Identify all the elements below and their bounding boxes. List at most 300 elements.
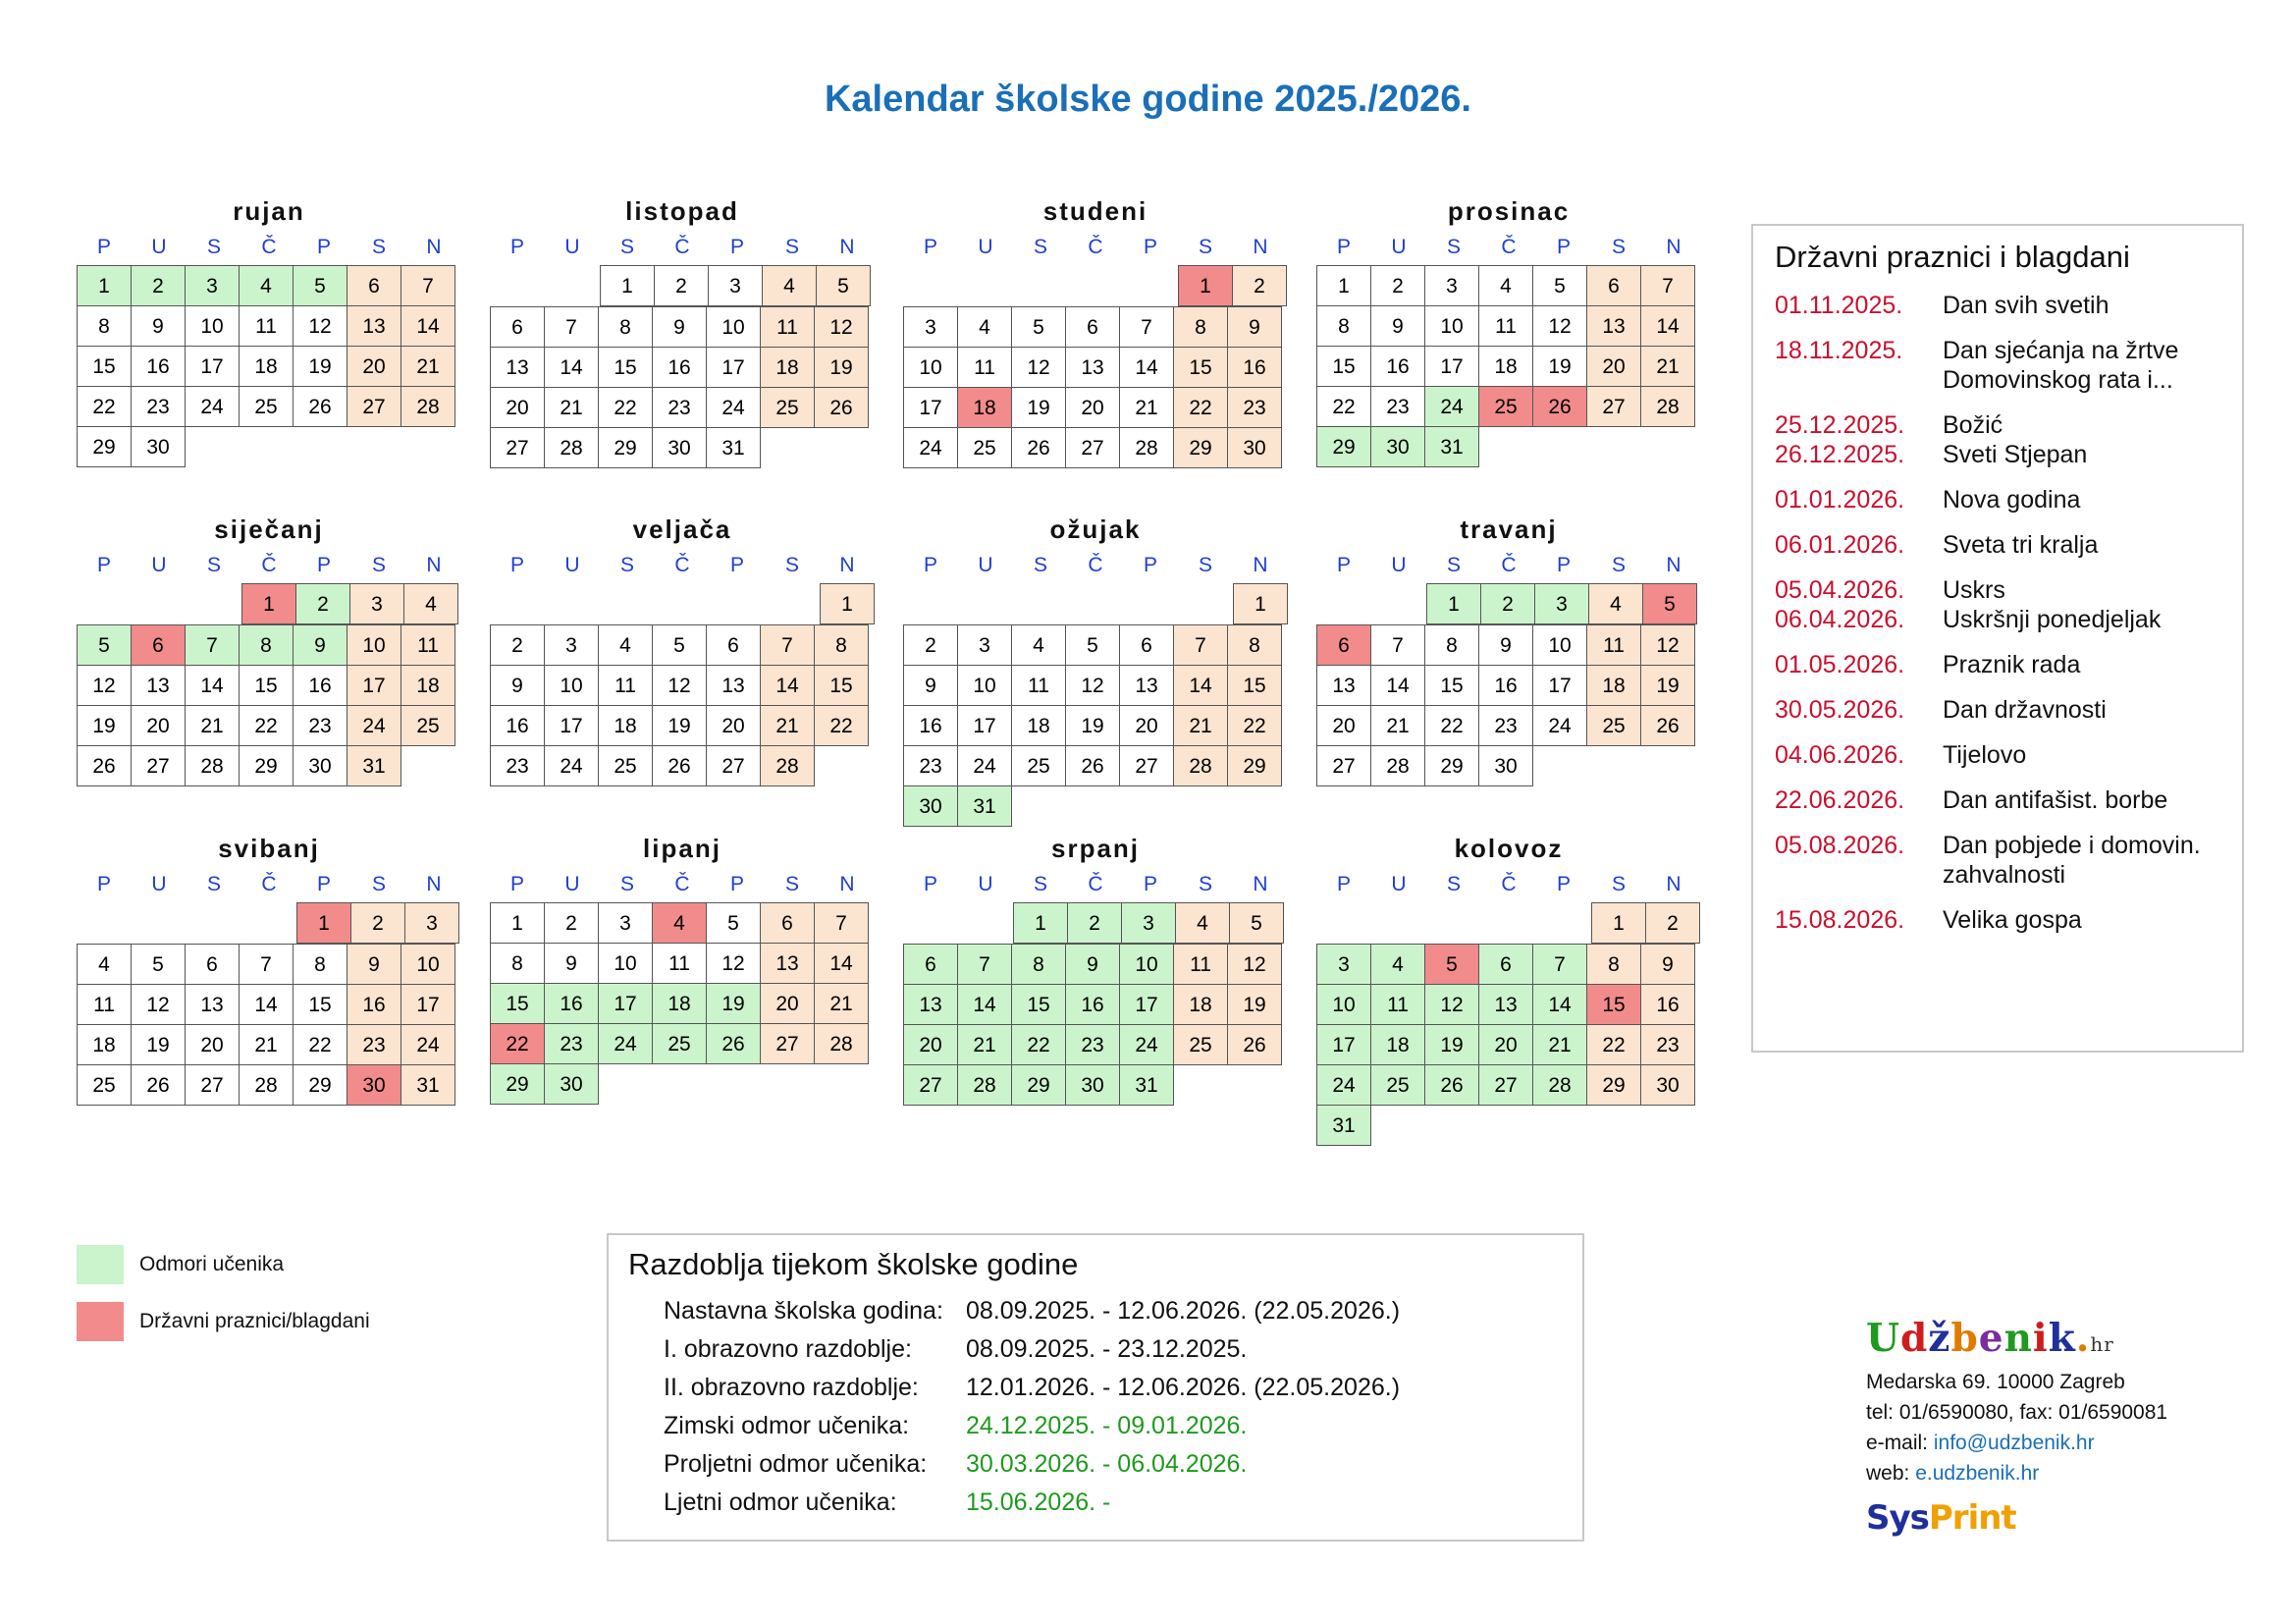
holiday-name: Dan pobjede i domovin. zahvalnosti bbox=[1943, 832, 2201, 889]
holiday-name: Tijelovo bbox=[1943, 741, 2027, 769]
holiday-name: Dan državnosti bbox=[1943, 696, 2107, 724]
month-name: veljača bbox=[632, 514, 732, 544]
logo-wordmark bbox=[1866, 1316, 2076, 1361]
day-cell: 17 bbox=[1532, 665, 1587, 706]
day-cell: 18 bbox=[1173, 984, 1228, 1025]
logo-letter: i bbox=[2032, 1316, 2049, 1361]
day-cell: 20 bbox=[490, 387, 545, 428]
week-row bbox=[903, 665, 1288, 705]
holiday-name: Uskršnji ponedjeljak bbox=[1943, 606, 2162, 633]
weekday-label: P bbox=[96, 554, 111, 576]
day-cell: 23 bbox=[1478, 705, 1533, 746]
day-cell: 3 bbox=[1424, 265, 1479, 306]
holiday-row bbox=[1775, 650, 2242, 679]
day-cell: 22 bbox=[1173, 387, 1228, 428]
day-cell: 7 bbox=[185, 624, 240, 666]
week-row bbox=[903, 265, 1288, 306]
empty-cell bbox=[1176, 785, 1231, 827]
day-cell: 16 bbox=[652, 347, 707, 388]
empty-cell bbox=[187, 902, 241, 944]
day-cell: 13 bbox=[347, 305, 401, 347]
day-cell: 19 bbox=[1532, 346, 1587, 387]
weekday-label: N bbox=[839, 873, 855, 895]
weekday-label: P bbox=[1143, 554, 1157, 576]
day-cell: 25 bbox=[1478, 386, 1533, 427]
day-cell: 22 bbox=[1586, 1024, 1641, 1065]
web-link[interactable]: e.udzbenik.hr bbox=[1915, 1462, 2040, 1485]
day-cell: 24 bbox=[185, 386, 240, 427]
weekday-header bbox=[77, 548, 461, 583]
holiday-row bbox=[1775, 485, 2242, 514]
day-cell: 13 bbox=[903, 984, 958, 1025]
day-cell: 4 bbox=[1370, 944, 1425, 985]
week-row bbox=[903, 1024, 1288, 1064]
udzbenik-logo bbox=[1866, 1316, 2259, 1361]
month-name: lipanj bbox=[643, 834, 721, 863]
day-cell: 9 bbox=[1478, 624, 1533, 666]
empty-cell bbox=[958, 583, 1013, 624]
day-cell: 4 bbox=[239, 265, 294, 306]
day-cell: 17 bbox=[1424, 346, 1479, 387]
day-cell: 19 bbox=[77, 705, 132, 746]
empty-cell bbox=[1642, 745, 1697, 786]
weekday-label: S bbox=[784, 236, 799, 258]
weekday-label: S bbox=[1611, 236, 1626, 258]
day-cell: 5 bbox=[816, 265, 871, 306]
period-row bbox=[609, 1445, 1582, 1484]
day-cell: 19 bbox=[814, 347, 869, 388]
day-cell: 4 bbox=[1011, 624, 1066, 666]
day-cell: 28 bbox=[185, 745, 240, 786]
day-cell: 12 bbox=[131, 984, 186, 1025]
day-cell: 19 bbox=[1424, 1024, 1479, 1065]
day-cell: 21 bbox=[544, 387, 599, 428]
weekday-label: Č bbox=[674, 554, 690, 576]
day-cell: 16 bbox=[1370, 346, 1425, 387]
empty-cell bbox=[1532, 745, 1587, 786]
period-value: 30.03.2026. - 06.04.2026. bbox=[966, 1450, 1248, 1478]
empty-cell bbox=[763, 1063, 818, 1105]
day-cell: 21 bbox=[185, 705, 240, 746]
month-name: travanj bbox=[1460, 514, 1558, 544]
empty-cell bbox=[1425, 1105, 1480, 1146]
day-cell: 17 bbox=[706, 347, 761, 388]
holiday-name: Dan antifašist. borbe bbox=[1943, 786, 2168, 814]
day-cell: 18 bbox=[957, 387, 1012, 428]
day-cell: 17 bbox=[903, 387, 958, 428]
day-cell: 25 bbox=[239, 386, 294, 427]
logo-letter: ž bbox=[1928, 1316, 1951, 1361]
empty-cell bbox=[1121, 785, 1176, 827]
day-cell: 21 bbox=[239, 1024, 294, 1065]
day-cell: 3 bbox=[1534, 583, 1589, 624]
day-cell: 7 bbox=[1370, 624, 1425, 666]
day-cell: 10 bbox=[1532, 624, 1587, 666]
holiday-date: 01.11.2025. bbox=[1775, 292, 1903, 319]
day-cell: 18 bbox=[77, 1024, 132, 1065]
month-name: siječanj bbox=[214, 514, 324, 544]
weekday-label: N bbox=[1666, 873, 1682, 895]
week-row bbox=[903, 1064, 1288, 1106]
day-cell: 28 bbox=[400, 386, 455, 427]
empty-cell bbox=[404, 426, 459, 467]
holiday-name: Uskrs bbox=[1943, 576, 2005, 604]
weekday-label: S bbox=[619, 236, 634, 258]
empty-cell bbox=[1426, 902, 1481, 944]
weekday-header bbox=[903, 548, 1288, 583]
week-row bbox=[77, 346, 461, 386]
empty-cell bbox=[1371, 902, 1426, 944]
day-cell: 19 bbox=[1640, 665, 1695, 706]
day-cell: 14 bbox=[1119, 347, 1174, 388]
day-cell: 26 bbox=[1065, 745, 1120, 786]
holiday-row bbox=[1775, 575, 2242, 605]
day-cell: 4 bbox=[957, 306, 1012, 348]
day-cell: 21 bbox=[400, 346, 455, 387]
day-cell: 12 bbox=[652, 665, 707, 706]
holiday-row bbox=[1775, 605, 2242, 634]
empty-cell bbox=[77, 583, 132, 624]
day-cell: 19 bbox=[706, 983, 761, 1024]
day-cell: 13 bbox=[706, 665, 761, 706]
day-cell: 29 bbox=[598, 427, 653, 468]
day-cell: 19 bbox=[1227, 984, 1282, 1025]
period-value: 15.06.2026. - bbox=[966, 1489, 1111, 1516]
weekday-header bbox=[77, 230, 461, 265]
day-cell: 26 bbox=[706, 1023, 761, 1064]
holiday-row bbox=[1775, 905, 2242, 935]
day-cell: 5 bbox=[131, 944, 186, 985]
day-cell: 2 bbox=[1232, 265, 1287, 306]
weekday-label: S bbox=[1198, 873, 1212, 895]
day-cell: 2 bbox=[1480, 583, 1535, 624]
weekday-label: P bbox=[1336, 873, 1351, 895]
day-cell: 11 bbox=[1586, 624, 1641, 666]
day-cell: 6 bbox=[706, 624, 761, 666]
empty-cell bbox=[1643, 426, 1698, 467]
weekday-label: S bbox=[1446, 873, 1461, 895]
holiday-name: Nova godina bbox=[1943, 486, 2081, 514]
weekday-label: P bbox=[923, 236, 937, 258]
day-cell: 8 bbox=[490, 943, 545, 984]
day-cell: 4 bbox=[652, 902, 707, 944]
day-cell: 3 bbox=[404, 902, 459, 944]
empty-cell bbox=[1478, 426, 1533, 467]
day-cell: 15 bbox=[293, 984, 347, 1025]
holiday-row bbox=[1775, 336, 2242, 395]
day-cell: 24 bbox=[957, 745, 1012, 786]
day-cell: 18 bbox=[760, 347, 815, 388]
day-cell: 14 bbox=[760, 665, 815, 706]
week-row bbox=[77, 305, 461, 346]
day-cell: 16 bbox=[1227, 347, 1282, 388]
day-cell: 8 bbox=[239, 624, 294, 666]
periods-box bbox=[607, 1233, 1584, 1542]
month-calendar bbox=[1316, 830, 1701, 1146]
empty-cell bbox=[815, 427, 870, 468]
weekday-label: P bbox=[316, 554, 331, 576]
week-row bbox=[903, 624, 1288, 665]
day-cell: 4 bbox=[403, 583, 458, 624]
weekday-label: P bbox=[1336, 554, 1351, 576]
periods-title: Razdoblja tijekom školske godine bbox=[628, 1247, 1079, 1281]
holidays-list bbox=[1753, 291, 2242, 935]
day-cell: 29 bbox=[490, 1063, 545, 1105]
day-cell: 15 bbox=[1424, 665, 1479, 706]
day-cell: 1 bbox=[1013, 902, 1068, 944]
day-cell: 7 bbox=[544, 306, 599, 348]
week-row bbox=[1316, 583, 1701, 624]
weekday-label: S bbox=[1198, 554, 1212, 576]
empty-cell bbox=[1123, 583, 1178, 624]
weekday-label: P bbox=[1556, 554, 1571, 576]
day-cell: 24 bbox=[544, 745, 599, 786]
logo-letter: e bbox=[1978, 1316, 2004, 1361]
day-cell: 2 bbox=[903, 624, 958, 666]
week-row bbox=[1316, 745, 1701, 786]
day-cell: 10 bbox=[1316, 984, 1371, 1025]
day-cell: 6 bbox=[1478, 944, 1533, 985]
week-row bbox=[903, 583, 1288, 624]
holiday-date: 06.04.2026. bbox=[1775, 606, 1905, 633]
day-cell: 20 bbox=[1119, 705, 1174, 746]
day-cell: 5 bbox=[1424, 944, 1479, 985]
day-cell: 2 bbox=[654, 265, 709, 306]
day-cell: 1 bbox=[490, 902, 545, 944]
day-cell: 25 bbox=[957, 427, 1012, 468]
holiday-date: 30.05.2026. bbox=[1775, 696, 1905, 724]
day-cell: 14 bbox=[400, 305, 455, 347]
day-cell: 14 bbox=[239, 984, 294, 1025]
day-cell: 21 bbox=[1370, 705, 1425, 746]
week-row bbox=[77, 426, 461, 467]
weekday-label: U bbox=[978, 236, 993, 258]
empty-cell bbox=[545, 265, 600, 306]
period-value: 12.01.2026. - 12.06.2026. (22.05.2026.) bbox=[966, 1374, 1401, 1401]
period-value: 24.12.2025. - 09.01.2026. bbox=[966, 1412, 1248, 1439]
day-cell: 6 bbox=[347, 265, 401, 306]
day-cell: 5 bbox=[77, 624, 132, 666]
day-cell: 20 bbox=[1478, 1024, 1533, 1065]
day-cell: 15 bbox=[598, 347, 653, 388]
day-cell: 2 bbox=[544, 902, 599, 944]
day-cell: 10 bbox=[347, 624, 401, 666]
weekday-label: P bbox=[316, 236, 331, 258]
weekday-label: U bbox=[1391, 873, 1407, 895]
day-cell: 29 bbox=[1173, 427, 1228, 468]
day-cell: 27 bbox=[706, 745, 761, 786]
empty-cell bbox=[818, 1063, 873, 1105]
weekday-label: P bbox=[729, 873, 744, 895]
empty-cell bbox=[490, 265, 545, 306]
day-cell: 11 bbox=[400, 624, 455, 666]
empty-cell bbox=[710, 583, 765, 624]
holiday-name: Sveti Stjepan bbox=[1943, 441, 2088, 468]
day-cell: 25 bbox=[77, 1064, 132, 1106]
day-cell: 4 bbox=[1588, 583, 1643, 624]
day-cell: 19 bbox=[1011, 387, 1066, 428]
empty-cell bbox=[903, 265, 958, 306]
weekday-label: S bbox=[784, 873, 799, 895]
day-cell: 8 bbox=[598, 306, 653, 348]
day-cell: 20 bbox=[760, 983, 815, 1024]
day-cell: 30 bbox=[544, 1063, 599, 1105]
day-cell: 15 bbox=[239, 665, 294, 706]
weekday-label: N bbox=[426, 236, 442, 258]
empty-cell bbox=[1178, 583, 1233, 624]
day-cell: 7 bbox=[1532, 944, 1587, 985]
day-cell: 29 bbox=[77, 426, 132, 467]
logo-letter: n bbox=[2003, 1316, 2033, 1361]
day-cell: 20 bbox=[903, 1024, 958, 1065]
day-cell: 6 bbox=[1316, 624, 1371, 666]
week-row bbox=[1316, 665, 1701, 705]
day-cell: 21 bbox=[1532, 1024, 1587, 1065]
day-cell: 22 bbox=[77, 386, 132, 427]
day-cell: 27 bbox=[131, 745, 186, 786]
weekday-label: Č bbox=[674, 873, 690, 895]
day-cell: 2 bbox=[295, 583, 350, 624]
day-cell: 20 bbox=[1316, 705, 1371, 746]
day-cell: 25 bbox=[1586, 705, 1641, 746]
empty-cell bbox=[400, 745, 455, 786]
week-row bbox=[903, 785, 1288, 827]
day-cell: 18 bbox=[1478, 346, 1533, 387]
weekday-label: U bbox=[564, 554, 580, 576]
weekday-label: Č bbox=[1501, 236, 1517, 258]
day-cell: 22 bbox=[1011, 1024, 1066, 1065]
day-cell: 23 bbox=[490, 745, 545, 786]
week-row bbox=[903, 944, 1288, 984]
day-cell: 15 bbox=[1586, 984, 1641, 1025]
day-cell: 24 bbox=[1532, 705, 1587, 746]
day-cell: 27 bbox=[1119, 745, 1174, 786]
empty-cell bbox=[1536, 902, 1591, 944]
week-row bbox=[77, 386, 461, 426]
weekday-label: S bbox=[1033, 236, 1047, 258]
logo-suffix: hr bbox=[2090, 1332, 2114, 1356]
month-calendar bbox=[77, 830, 461, 1105]
logo-letter: U bbox=[1866, 1316, 1901, 1361]
day-cell: 12 bbox=[814, 306, 869, 348]
week-row bbox=[77, 944, 461, 984]
week-row bbox=[490, 624, 875, 665]
day-cell: 28 bbox=[1532, 1064, 1587, 1106]
day-cell: 23 bbox=[293, 705, 347, 746]
day-cell: 29 bbox=[293, 1064, 347, 1106]
empty-cell bbox=[1645, 1105, 1700, 1146]
day-cell: 28 bbox=[760, 745, 815, 786]
day-cell: 6 bbox=[185, 944, 240, 985]
week-row bbox=[903, 745, 1288, 785]
week-row bbox=[1316, 1105, 1701, 1146]
weekday-label: P bbox=[96, 236, 111, 258]
empty-cell bbox=[653, 1063, 708, 1105]
day-cell: 12 bbox=[1424, 984, 1479, 1025]
weekday-label: N bbox=[426, 873, 442, 895]
period-row bbox=[609, 1484, 1582, 1522]
period-label: Zimski odmor učenika: bbox=[664, 1412, 910, 1439]
day-cell: 31 bbox=[706, 427, 761, 468]
day-cell: 1 bbox=[77, 265, 132, 306]
week-row bbox=[490, 1023, 875, 1063]
day-cell: 28 bbox=[1173, 745, 1228, 786]
day-cell: 23 bbox=[1065, 1024, 1120, 1065]
month-calendar bbox=[490, 192, 875, 468]
day-cell: 26 bbox=[652, 745, 707, 786]
day-cell: 2 bbox=[490, 624, 545, 666]
period-row bbox=[609, 1292, 1582, 1330]
month-calendar bbox=[490, 830, 875, 1105]
publisher-address: Medarska 69. 10000 Zagreb bbox=[1866, 1371, 2125, 1393]
weekday-label: P bbox=[1143, 236, 1157, 258]
weekday-label: S bbox=[1611, 873, 1626, 895]
sysprint-sys: Sys bbox=[1866, 1498, 1929, 1538]
day-cell: 11 bbox=[652, 943, 707, 984]
month-calendar bbox=[903, 830, 1288, 1106]
empty-cell bbox=[765, 583, 820, 624]
empty-cell bbox=[1231, 785, 1286, 827]
email-link[interactable]: info@udzbenik.hr bbox=[1933, 1432, 2095, 1454]
empty-cell bbox=[1068, 583, 1123, 624]
week-row bbox=[1316, 944, 1701, 984]
weekday-label: N bbox=[839, 554, 855, 576]
holidays-title: Državni praznici i blagdani bbox=[1775, 240, 2130, 274]
week-row bbox=[77, 1064, 461, 1105]
day-cell: 29 bbox=[1424, 745, 1479, 786]
day-cell: 6 bbox=[1586, 265, 1641, 306]
week-row bbox=[1316, 426, 1701, 467]
day-cell: 23 bbox=[347, 1024, 401, 1065]
week-row bbox=[77, 583, 461, 624]
week-row bbox=[490, 427, 875, 468]
day-cell: 26 bbox=[1227, 1024, 1282, 1065]
periods-list bbox=[609, 1292, 1582, 1522]
day-cell: 3 bbox=[544, 624, 599, 666]
day-cell: 15 bbox=[1011, 984, 1066, 1025]
empty-cell bbox=[1371, 583, 1426, 624]
week-row bbox=[1316, 624, 1701, 665]
holiday-name: Sveta tri kralja bbox=[1943, 531, 2099, 559]
day-cell: 18 bbox=[1370, 1024, 1425, 1065]
holiday-name: Božić bbox=[1943, 411, 2003, 439]
day-cell: 9 bbox=[490, 665, 545, 706]
legend-holiday-swatch bbox=[77, 1302, 124, 1341]
month-name: ožujak bbox=[1049, 514, 1142, 544]
empty-cell bbox=[1535, 1105, 1590, 1146]
day-cell: 10 bbox=[903, 347, 958, 388]
day-cell: 3 bbox=[185, 265, 240, 306]
month-name: prosinac bbox=[1447, 196, 1571, 226]
day-cell: 10 bbox=[598, 943, 653, 984]
weekday-label: P bbox=[316, 873, 331, 895]
day-cell: 16 bbox=[293, 665, 347, 706]
weekday-label: N bbox=[839, 236, 855, 258]
period-row bbox=[609, 1330, 1582, 1369]
empty-cell bbox=[132, 902, 187, 944]
day-cell: 7 bbox=[1119, 306, 1174, 348]
day-cell: 26 bbox=[1640, 705, 1695, 746]
day-cell: 30 bbox=[1065, 1064, 1120, 1106]
legend-vacation-swatch bbox=[77, 1245, 124, 1284]
day-cell: 11 bbox=[957, 347, 1012, 388]
day-cell: 19 bbox=[131, 1024, 186, 1065]
day-cell: 17 bbox=[1316, 1024, 1371, 1065]
week-row bbox=[77, 624, 461, 665]
weekday-label: N bbox=[1253, 873, 1268, 895]
sysprint-logo bbox=[1866, 1498, 2259, 1538]
period-row bbox=[609, 1369, 1582, 1407]
